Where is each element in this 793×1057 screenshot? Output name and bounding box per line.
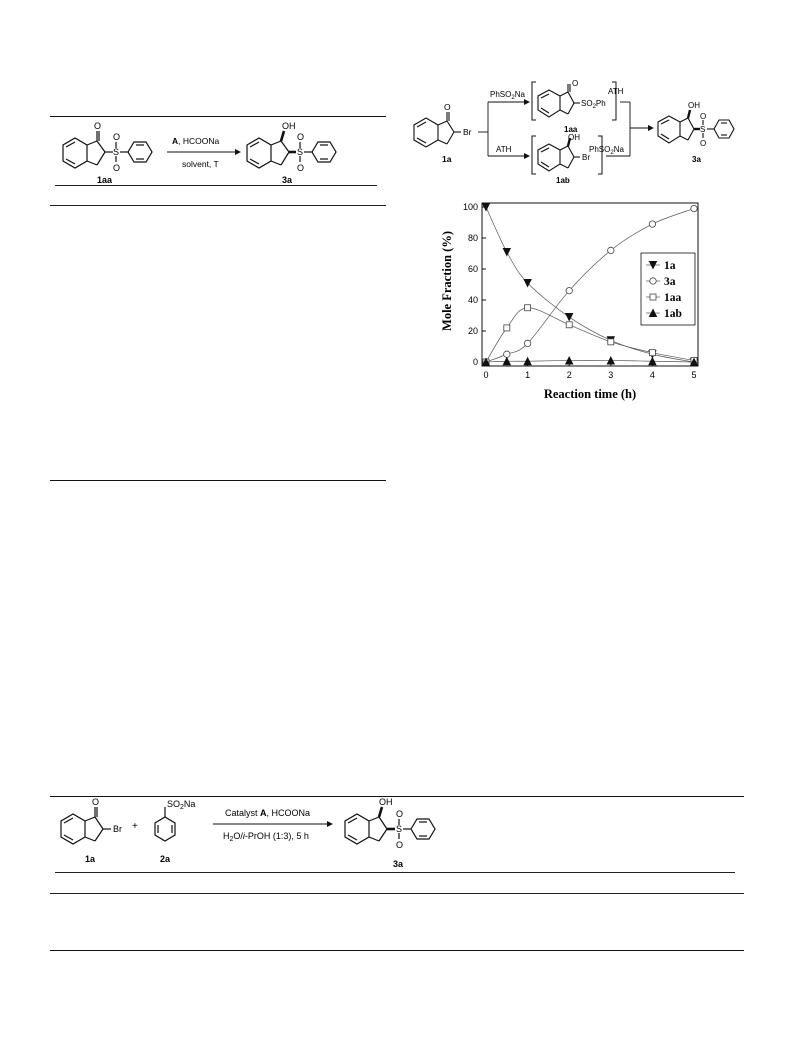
table2-1a-structure	[61, 807, 111, 844]
table2-reagent-bottom: $H_2O/i$-PrOH (1:3), 5 h	[223, 831, 309, 843]
chart-series-line-1ab	[486, 360, 694, 362]
chart-legend-label: 1aa	[664, 292, 682, 304]
chart-point-1aa	[566, 322, 572, 328]
table1-reagent-top: A, HCOONa	[172, 136, 220, 146]
scheme-1aa-structure	[538, 84, 580, 117]
chart-point-1aa	[504, 325, 510, 331]
table1-reaction-scheme	[55, 117, 385, 189]
mole-fraction-chart	[438, 195, 710, 410]
scheme-3a-s: S	[700, 125, 706, 134]
table1-header-rule	[50, 205, 386, 206]
scheme-3a-o1: O	[700, 112, 707, 121]
table2-3a-label: 3a	[393, 859, 404, 869]
scheme-1aa-label: 1aa	[564, 125, 578, 134]
chart-point-1aa	[608, 339, 614, 345]
scheme-reagent-upper: PhSO$_2$Na	[490, 90, 525, 101]
chart-legend-marker	[650, 294, 656, 300]
chart-y-tick-label: 100	[462, 202, 478, 212]
scheme-1a-structure	[414, 112, 461, 147]
chart-point-3a	[649, 221, 655, 227]
substrate-1aa-o: O	[94, 121, 102, 131]
chart-series-1ab	[482, 357, 697, 366]
chart-legend-label: 3a	[664, 276, 676, 288]
mechanism-scheme	[408, 80, 748, 185]
scheme-1ab-structure	[538, 138, 580, 171]
chart-x-axis-label: Reaction time (h)	[543, 387, 637, 401]
chart-x-tick-label: 4	[649, 370, 655, 380]
table2-bottom-rule	[50, 950, 744, 951]
scheme-1aa-group: $SO_2Ph$	[581, 99, 606, 110]
scheme-1ab-oh: OH	[568, 133, 580, 142]
table2-2a-structure	[155, 807, 175, 841]
table2-3a-o1: O	[396, 809, 404, 819]
chart-point-1a	[503, 248, 510, 255]
chart-point-3a	[504, 351, 510, 357]
scheme-1a-o: O	[444, 102, 451, 112]
scheme-reagent-lower-right: PhSO$_2$Na	[589, 145, 624, 156]
chart-x-tick-label: 0	[483, 370, 489, 380]
chart-x-tick-label: 2	[566, 370, 572, 380]
scheme-3a-o2: O	[700, 139, 707, 148]
chart-point-3a	[566, 288, 572, 294]
product-3a-structure	[247, 131, 336, 168]
table2-reaction-scheme	[55, 797, 515, 877]
chart-y-tick-label: 40	[467, 295, 478, 305]
substrate-1aa-structure	[63, 131, 152, 168]
substrate-1aa-o1: O	[113, 132, 121, 142]
scheme-1ab-label: 1ab	[556, 176, 570, 185]
table1-bottom-rule	[50, 480, 386, 481]
table2-1a-o: O	[92, 797, 100, 807]
substrate-1aa-o2: O	[113, 163, 121, 173]
table1-scheme-underline	[55, 185, 377, 186]
chart-y-tick-label: 0	[472, 357, 478, 367]
chart-legend-label: 1ab	[664, 308, 682, 320]
table2-reagent-top: Catalyst A, HCOONa	[225, 808, 311, 818]
chart-point-1aa	[525, 305, 531, 311]
table2-3a-oh: OH	[379, 797, 393, 807]
scheme-1a-br: Br	[463, 127, 472, 137]
scheme-reagent-ath-right: ATH	[608, 87, 624, 96]
table2-1a-br: Br	[113, 824, 122, 834]
scheme-3a-oh: OH	[688, 101, 700, 110]
table2-3a-s: S	[396, 824, 403, 834]
scheme-1ab-br: Br	[582, 153, 590, 162]
scheme-1a-label: 1a	[442, 154, 452, 164]
chart-y-tick-label: 20	[467, 326, 478, 336]
product-3a-oh: OH	[282, 121, 296, 131]
table1-reagent-bottom: solvent, T	[182, 159, 219, 169]
product-3a-o2: O	[297, 163, 305, 173]
table2-3a-o2: O	[396, 840, 404, 850]
scheme-reagent-lower-left: ATH	[496, 145, 512, 154]
substrate-1aa-label: 1aa	[97, 175, 113, 185]
table2-scheme-underline	[55, 872, 735, 873]
substrate-1aa-s: S	[113, 147, 120, 157]
chart-point-3a	[691, 205, 697, 211]
table2-header-rule	[50, 893, 744, 894]
chart-point-3a	[608, 247, 614, 253]
chart-y-axis-label: Mole Fraction (%)	[440, 231, 454, 331]
table2-2a-group: $SO_2Na$	[167, 799, 196, 811]
chart-legend-marker	[650, 278, 656, 284]
scheme-3a-label: 3a	[692, 155, 701, 164]
product-3a-s: S	[297, 147, 304, 157]
table2-3a-structure	[345, 807, 435, 844]
product-3a-label: 3a	[282, 175, 293, 185]
chart-point-1aa	[649, 350, 655, 356]
chart-point-1a	[566, 313, 573, 320]
chart-point-3a	[524, 340, 530, 346]
chart-y-tick-label: 60	[467, 264, 478, 274]
chart-x-tick-label: 1	[525, 370, 531, 380]
scheme-1aa-o: O	[572, 80, 579, 88]
table2-2a-label: 2a	[160, 854, 171, 864]
table2-plus: +	[132, 821, 138, 832]
scheme-3a-structure	[658, 110, 734, 143]
product-3a-o1: O	[297, 132, 305, 142]
chart-x-tick-label: 5	[691, 370, 697, 380]
chart-legend-label: 1a	[664, 260, 676, 272]
chart-y-tick-label: 80	[467, 233, 478, 243]
chart-x-tick-label: 3	[608, 370, 614, 380]
table2-1a-label: 1a	[85, 854, 96, 864]
